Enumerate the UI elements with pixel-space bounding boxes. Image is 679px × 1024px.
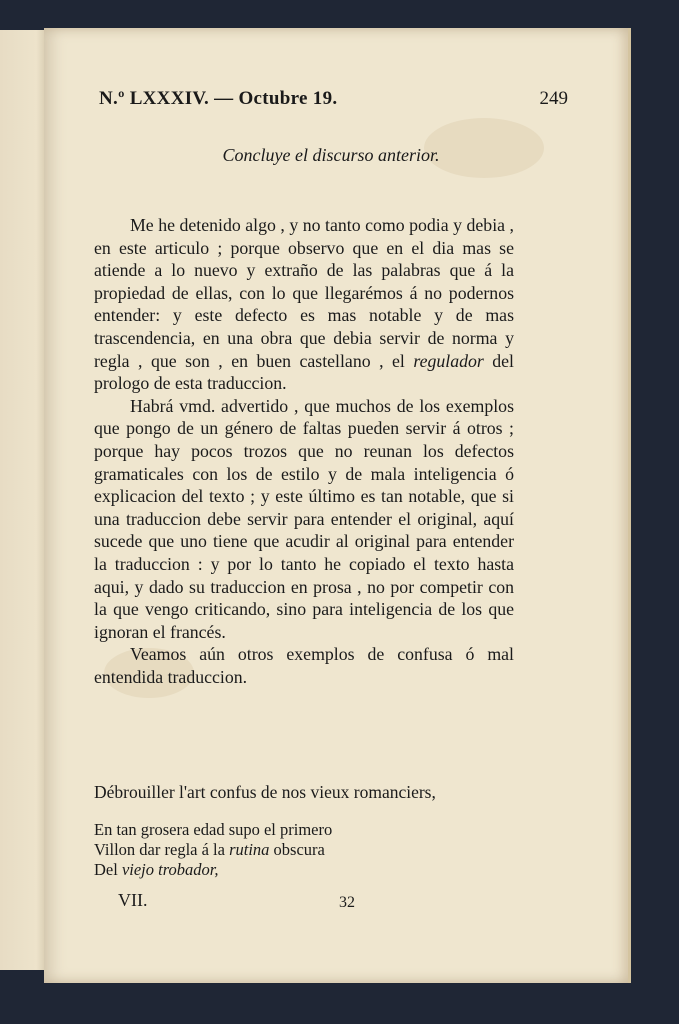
verse-text: Del <box>94 860 122 879</box>
section-subtitle: Concluye el discurso anterior. <box>222 145 440 165</box>
gathering-number: 32 <box>339 894 355 911</box>
spanish-verse <box>94 820 568 880</box>
book-page <box>44 28 631 983</box>
paragraph <box>94 214 514 395</box>
verse-line: En tan grosera edad supo el primero <box>94 820 333 839</box>
page-number: 249 <box>539 88 568 109</box>
french-verse-line: Débrouiller l'art confus de nos vieux romanciers, <box>94 782 436 802</box>
issue-heading: N.º LXXXIV. — Octubre 19. <box>99 88 338 109</box>
emphasis-text: regulador <box>413 350 484 371</box>
emphasis-text: rutina <box>229 840 270 859</box>
verse-line <box>94 840 568 860</box>
paragraph: Veamos aún otros exemplos de confusa ó mal entendida traduccion. <box>94 644 514 687</box>
paragraph-text: Me he detenido algo , y no tanto como podia y debia , en este articulo ; porque observo que en el dia mas se atiende a lo nuevo y extraño de las palabras que á la propiedad de ellas, con lo que llegarémos á no podernos entender: y este defecto es mas notable y de mas trascendencia, en una obra que debia servir de norma y regla , que son , en buen castellano , el <box>94 215 514 371</box>
emphasis-text: viejo trobador, <box>121 860 219 879</box>
verse-text: Villon dar regla á la <box>94 840 230 859</box>
signature-mark: VII. <box>118 890 148 910</box>
paragraph: Habrá vmd. advertido , que muchos de los exemplos que pongo de un género de faltas pueden servir á otros ; porque hay pocos trozos que no reunan los defectos gramaticales con los de estilo y de mala inteligencia ó explicacion del texto ; y este último es tan notable, que si una traduccion debe servir para entender el original, aquí sucede que uno tiene que acudir al original para entender la traduccion : y por lo tanto he copiado el texto hasta aqui, y dado su traduccion en prosa , no por competir con la que vengo criticando, sino para inteligencia de los que ignoran el francés. <box>94 395 514 642</box>
verse-line <box>94 860 568 880</box>
paragraph-text: del prologo de esta traduccion. <box>94 350 514 394</box>
body-text <box>94 214 514 688</box>
verse-text: obscura <box>269 840 325 859</box>
